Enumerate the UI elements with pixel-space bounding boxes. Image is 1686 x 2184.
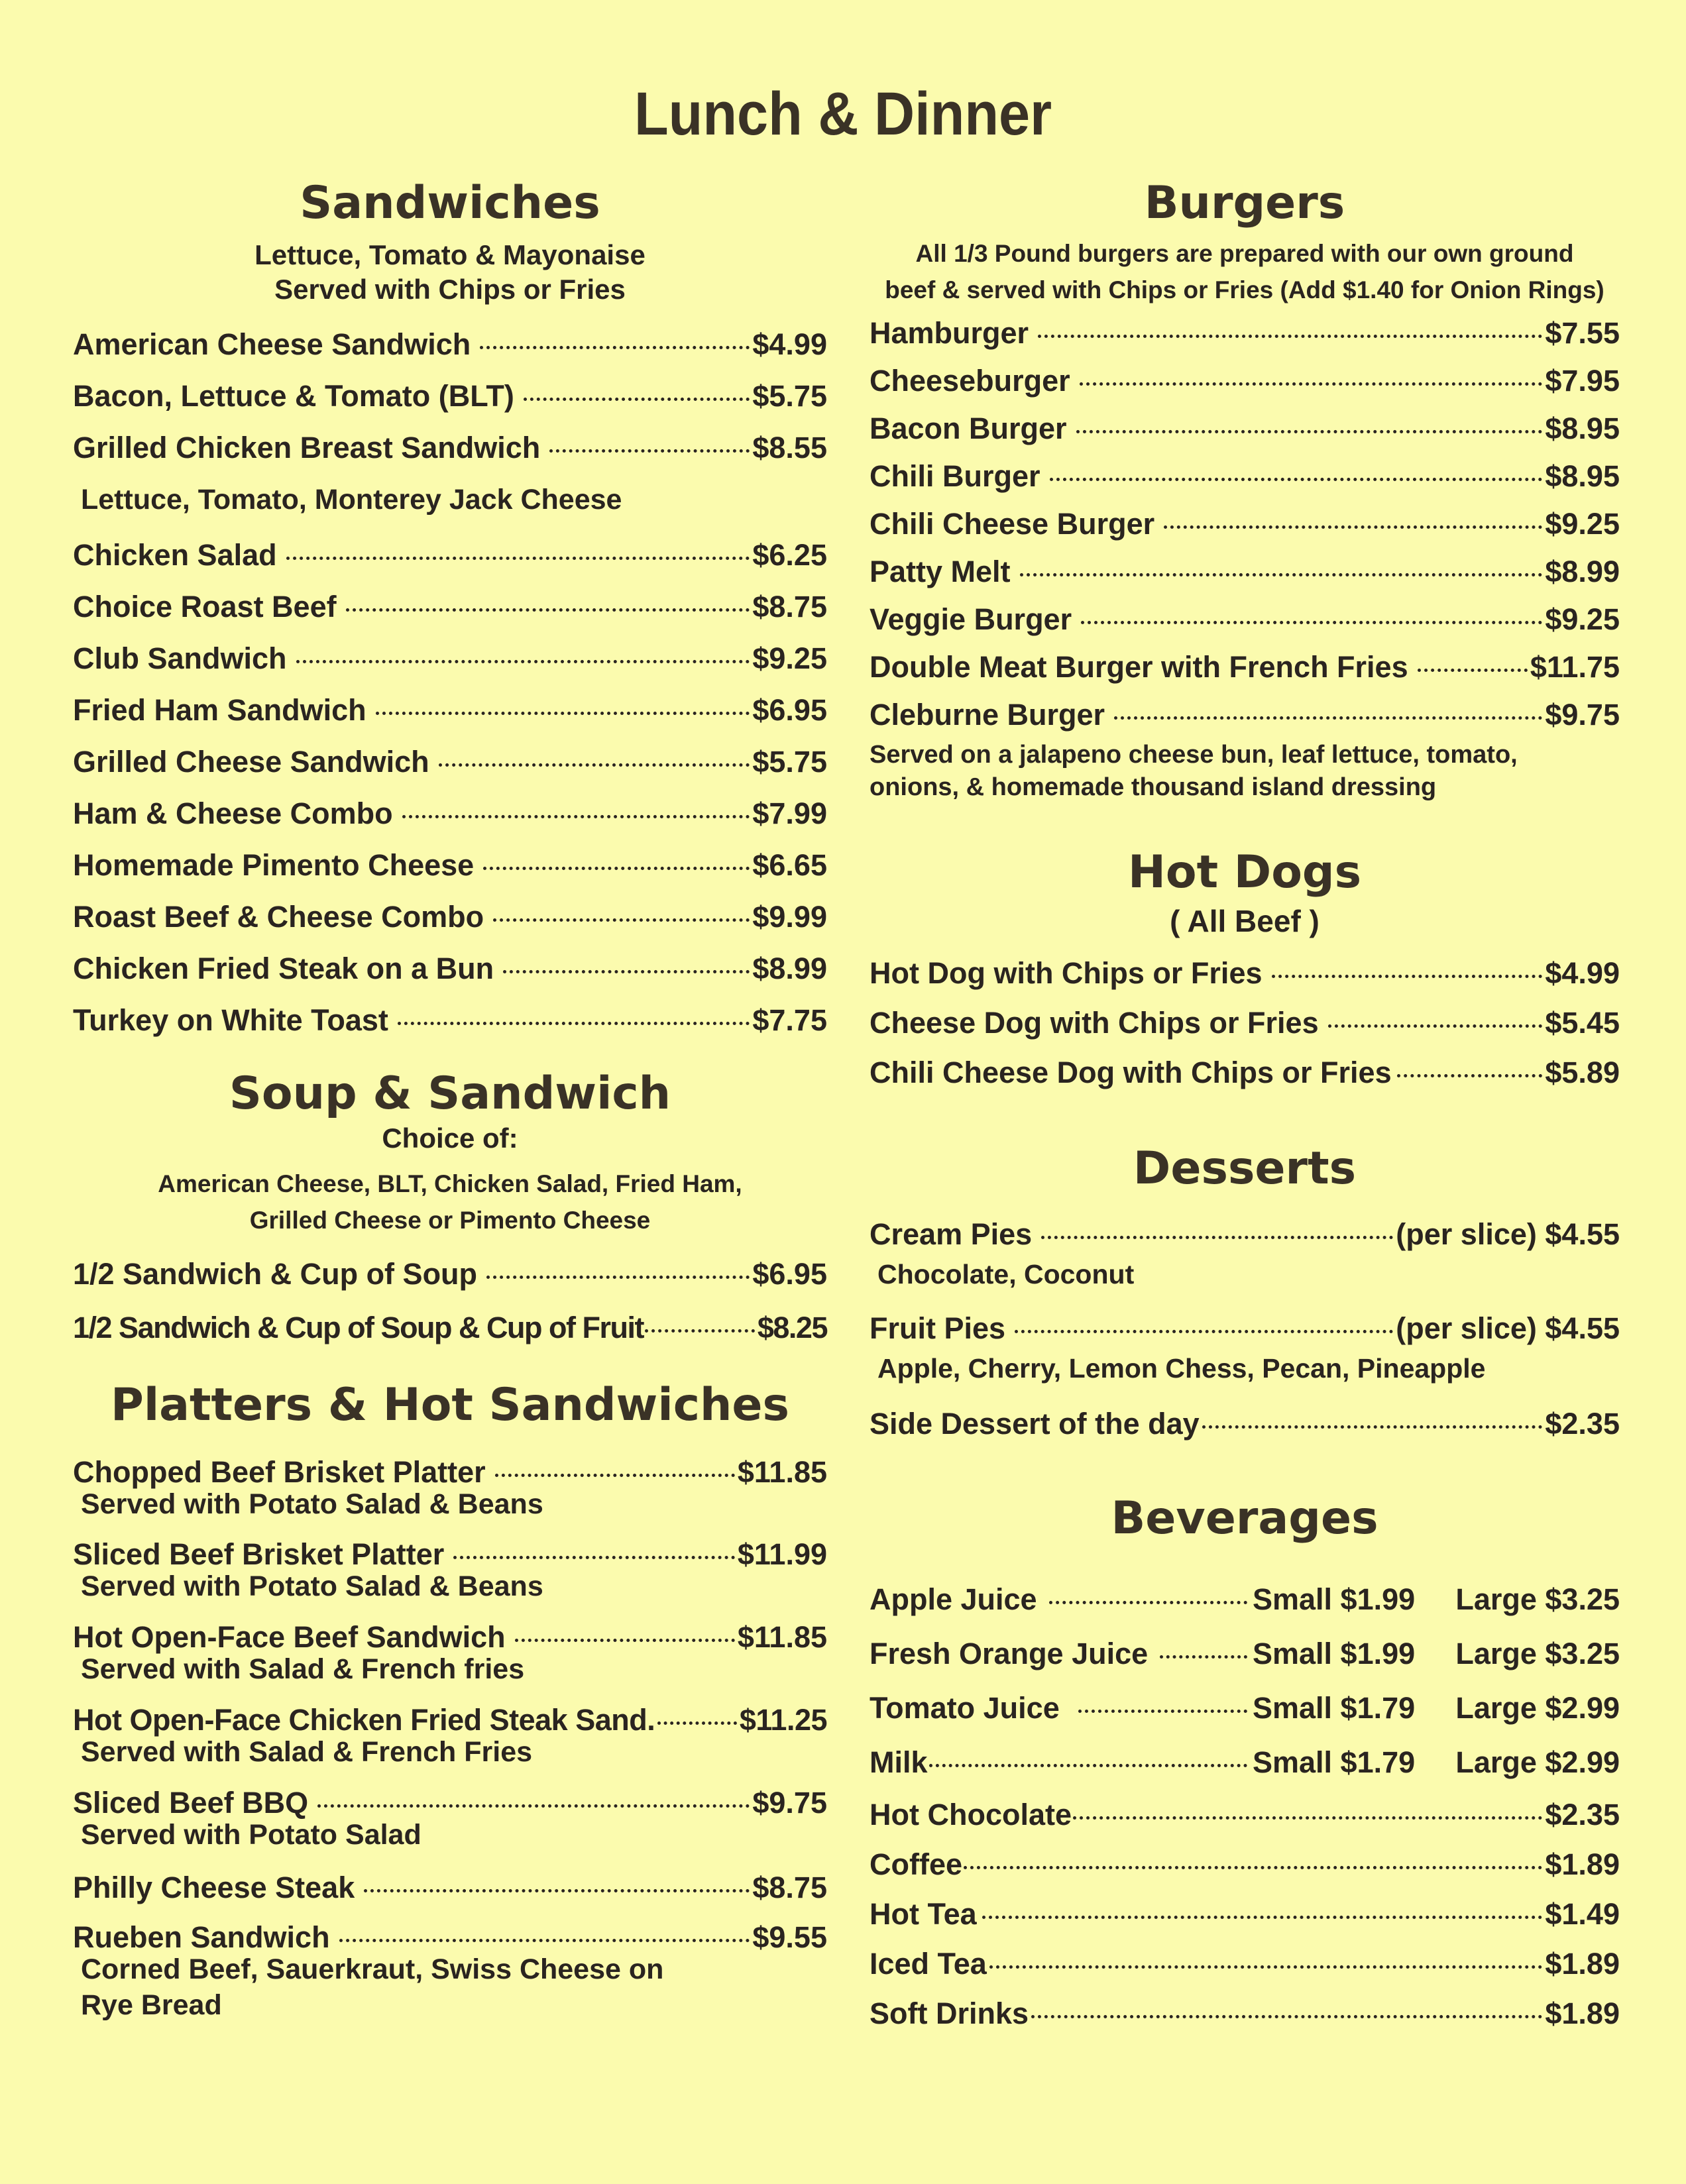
burgers-subtitle-1: All 1/3 Pound burgers are prepared with our own ground <box>915 239 1574 267</box>
menu-item <box>73 1702 827 1737</box>
item-price: $1.89 <box>1545 1947 1620 1981</box>
dot-leader <box>1041 1236 1393 1239</box>
item-name: Bacon Burger <box>870 411 1067 445</box>
item-name: Chopped Beef Brisket Platter <box>73 1454 486 1489</box>
right-column <box>870 177 1620 2031</box>
item-note: Chocolate, Coconut <box>877 1258 1135 1289</box>
item-name: Fried Ham Sandwich <box>73 692 366 727</box>
item-price: $6.25 <box>752 537 827 572</box>
item-name: Ham & Cheese Combo <box>73 796 393 830</box>
item-price: $4.99 <box>752 327 827 361</box>
item-price: $11.85 <box>737 1454 827 1489</box>
menu-item <box>870 1798 1620 1832</box>
item-name: Tomato Juice <box>870 1691 1060 1725</box>
section-title-beverages: Beverages <box>1111 1492 1378 1545</box>
dot-leader <box>503 970 750 973</box>
menu-item <box>73 378 827 413</box>
dot-leader <box>549 449 750 453</box>
item-price: $11.75 <box>1530 649 1620 684</box>
dot-leader <box>645 1329 755 1333</box>
item-price: $8.95 <box>1545 411 1620 445</box>
dot-leader <box>1076 430 1543 433</box>
platter-item <box>73 1622 827 1688</box>
dot-leader <box>480 346 750 349</box>
item-name: Roast Beef & Cheese Combo <box>73 899 484 934</box>
sandwich-list <box>73 329 827 1035</box>
menu-item <box>73 1537 827 1572</box>
menu-item <box>73 430 827 464</box>
dot-leader <box>1015 1330 1393 1333</box>
item-price: $9.75 <box>752 1785 827 1820</box>
item-name: Hot Open-Face Beef Sandwich <box>73 1620 506 1655</box>
item-name: Chili Cheese Burger <box>870 506 1155 541</box>
burgers-subtitle-2: beef & served with Chips or Fries (Add $1.40 for Onion Rings) <box>885 276 1604 304</box>
item-name: Cleburne Burger <box>870 697 1105 732</box>
dot-leader <box>1160 1655 1247 1659</box>
item-name: Chicken Salad <box>73 537 277 572</box>
menu-item <box>870 1409 1620 1439</box>
platter-item <box>73 1539 827 1605</box>
menu-item <box>870 1055 1620 1089</box>
sandwiches-subtitle-2: Served with Chips or Fries <box>274 274 626 305</box>
menu-item <box>870 1313 1620 1343</box>
item-name: Grilled Cheese Sandwich <box>73 744 429 779</box>
menu-item <box>870 604 1620 634</box>
item-name: Hot Open-Face Chicken Fried Steak Sand. <box>73 1702 655 1737</box>
beverage-row <box>870 1582 1620 1617</box>
dot-leader <box>493 918 750 922</box>
item-name: American Cheese Sandwich <box>73 327 471 361</box>
item-price: $9.25 <box>1545 602 1620 636</box>
soup-choices-2: Grilled Cheese or Pimento Cheese <box>249 1207 651 1234</box>
dot-leader <box>439 763 750 767</box>
menu-item <box>870 363 1620 398</box>
item-name: Hot Tea <box>870 1897 977 1932</box>
item-name: Cheese Dog with Chips or Fries <box>870 1005 1319 1040</box>
section-title-hotdogs: Hot Dogs <box>1127 846 1362 899</box>
item-price: $6.65 <box>752 847 827 882</box>
dot-leader <box>376 712 750 715</box>
item-price: $5.75 <box>752 744 827 779</box>
item-note: Served with Potato Salad <box>81 1818 422 1851</box>
menu-item <box>73 1454 827 1489</box>
soup-subtitle: Choice of: <box>382 1122 518 1154</box>
menu-item <box>870 697 1620 732</box>
item-price-large: Large $2.99 <box>1455 1691 1620 1725</box>
item-name: Chicken Fried Steak on a Bun <box>73 951 494 985</box>
item-price: $6.95 <box>752 692 827 727</box>
menu-item <box>73 589 827 624</box>
item-note: Served with Potato Salad & Beans <box>81 1570 543 1603</box>
item-name: Veggie Burger <box>870 602 1072 636</box>
sandwiches-section <box>73 179 827 1035</box>
item-name: Turkey on White Toast <box>73 1003 388 1037</box>
dot-leader <box>486 1276 750 1279</box>
menu-item <box>870 1897 1620 1932</box>
item-name: Choice Roast Beef <box>73 589 337 624</box>
menu-item <box>73 692 827 727</box>
item-price: $5.75 <box>752 378 827 413</box>
menu-item <box>73 537 827 572</box>
item-name: Cream Pies <box>870 1217 1033 1251</box>
cleburne-note-1: Served on a jalapeno cheese bun, leaf lettuce, tomato, <box>870 740 1518 769</box>
item-name: Hot Dog with Chips or Fries <box>870 956 1263 990</box>
desserts-section <box>870 1144 1620 1439</box>
item-price: $1.89 <box>1545 1996 1620 2031</box>
menu-item <box>73 1871 827 1905</box>
menu-item <box>870 315 1620 350</box>
dot-leader <box>317 1804 750 1808</box>
dot-leader <box>1418 669 1528 672</box>
item-name: Hot Chocolate <box>870 1798 1072 1832</box>
menu-item <box>870 1996 1620 2031</box>
dot-leader <box>1114 716 1542 720</box>
item-price: $7.75 <box>752 1003 827 1037</box>
item-price: $4.99 <box>1545 956 1620 990</box>
dot-leader <box>339 1939 750 1942</box>
burger-list <box>870 315 1620 804</box>
dot-leader <box>524 398 750 401</box>
item-name: Double Meat Burger with French Fries <box>870 649 1408 684</box>
dot-leader <box>1031 2015 1542 2018</box>
menu-item <box>870 649 1620 684</box>
dot-leader <box>964 1866 1542 1869</box>
menu-item <box>73 798 827 828</box>
menu-item <box>73 1256 827 1291</box>
dot-leader <box>1397 1074 1543 1077</box>
platter-item <box>73 1702 827 1771</box>
section-title-burgers: Burgers <box>1144 177 1345 229</box>
item-name: Side Dessert of the day <box>870 1407 1200 1441</box>
item-name: Iced Tea <box>870 1947 987 1981</box>
item-price: $9.75 <box>1545 697 1620 732</box>
menu-item <box>73 847 827 882</box>
item-name: Rueben Sandwich <box>73 1920 330 1955</box>
item-note: Served with Salad & French Fries <box>81 1735 533 1768</box>
item-name: 1/2 Sandwich & Cup of Soup <box>73 1256 478 1291</box>
item-price: $7.95 <box>1545 363 1620 398</box>
dot-leader <box>929 1764 1247 1767</box>
dot-leader <box>402 815 750 818</box>
item-price: $9.99 <box>752 899 827 934</box>
cleburne-note-2: onions, & homemade thousand island dressing <box>870 773 1437 802</box>
platter-item <box>73 1454 827 1523</box>
item-price-small: Small $1.79 <box>1253 1691 1416 1725</box>
item-note: Corned Beef, Sauerkraut, Swiss Cheese on <box>81 1953 664 1986</box>
menu-item <box>870 1005 1620 1040</box>
section-title-sandwiches: Sandwiches <box>300 177 600 229</box>
menu-item <box>870 461 1620 491</box>
item-price: $1.49 <box>1545 1897 1620 1932</box>
item-name: Club Sandwich <box>73 641 287 675</box>
menu-item <box>73 899 827 934</box>
dot-leader <box>1078 1710 1247 1713</box>
item-name: Cheeseburger <box>870 363 1070 398</box>
dot-leader <box>286 557 750 560</box>
item-price: $8.55 <box>752 430 827 464</box>
item-note: Lettuce, Tomato, Monterey Jack Cheese <box>81 483 622 516</box>
item-price: $2.35 <box>1545 1798 1620 1832</box>
dot-leader <box>1202 1425 1543 1429</box>
hotdogs-subtitle: ( All Beef ) <box>1170 904 1320 939</box>
item-name: Sliced Beef Brisket Platter <box>73 1537 445 1572</box>
item-name: Milk <box>870 1745 928 1780</box>
platters-section <box>73 1378 827 2024</box>
item-name: Philly Cheese Steak <box>73 1871 355 1905</box>
soup-choices-1: American Cheese, BLT, Chicken Salad, Fried Ham, <box>158 1170 742 1197</box>
dot-leader <box>657 1721 737 1725</box>
hotdogs-section <box>870 848 1620 1087</box>
dot-leader <box>346 608 750 612</box>
dot-leader <box>515 1639 735 1642</box>
item-name: Homemade Pimento Cheese <box>73 847 475 882</box>
item-name: Fruit Pies <box>870 1311 1006 1345</box>
item-note: Served with Salad & French fries <box>81 1653 525 1686</box>
item-price: $9.55 <box>752 1920 827 1955</box>
menu-item <box>73 1785 827 1820</box>
item-note: Apple, Cherry, Lemon Chess, Pecan, Pineapple <box>877 1352 1486 1384</box>
menu-item <box>73 951 827 985</box>
menu-item <box>73 329 827 359</box>
dot-leader <box>1272 975 1543 978</box>
section-title-soup: Soup & Sandwich <box>229 1067 671 1120</box>
item-price: $11.85 <box>737 1620 827 1655</box>
item-price-small: Small $1.79 <box>1253 1745 1416 1780</box>
menu-item <box>870 1219 1620 1249</box>
item-price: $11.25 <box>739 1702 827 1737</box>
beverage-row <box>870 1745 1620 1780</box>
soup-section <box>73 1069 827 1342</box>
menu-item <box>73 643 827 673</box>
dot-leader <box>398 1022 750 1025</box>
item-price: $8.99 <box>752 951 827 985</box>
menu-item <box>73 1920 827 1955</box>
dot-leader <box>495 1474 735 1477</box>
dot-leader <box>1020 573 1543 576</box>
item-price: $8.99 <box>1545 554 1620 588</box>
dot-leader <box>1164 525 1542 529</box>
item-price: $2.35 <box>1545 1407 1620 1441</box>
item-price: $5.89 <box>1545 1055 1620 1089</box>
menu-item <box>870 554 1620 588</box>
item-name: Bacon, Lettuce & Tomato (BLT) <box>73 378 514 413</box>
menu-item <box>73 1310 827 1344</box>
menu-item <box>73 744 827 779</box>
item-price: $9.25 <box>752 641 827 675</box>
dot-leader <box>1328 1024 1543 1028</box>
item-name: 1/2 Sandwich & Cup of Soup & Cup of Fruit <box>73 1310 644 1344</box>
item-name: Grilled Chicken Breast Sandwich <box>73 430 541 464</box>
item-price-large: Large $3.25 <box>1455 1637 1620 1671</box>
item-price-small: Small $1.99 <box>1253 1582 1416 1617</box>
platter-item <box>73 1785 827 1853</box>
item-price-large: Large $2.99 <box>1455 1745 1620 1780</box>
dot-leader <box>1081 621 1542 624</box>
item-price: $8.95 <box>1545 459 1620 493</box>
item-price: (per slice) $4.55 <box>1396 1217 1620 1251</box>
item-name: Sliced Beef BBQ <box>73 1785 309 1820</box>
item-price: $1.89 <box>1545 1847 1620 1882</box>
dot-leader <box>296 660 750 663</box>
page-title: Lunch & Dinner <box>634 80 1052 148</box>
item-note: Served with Potato Salad & Beans <box>81 1488 543 1520</box>
item-note-2: Rye Bread <box>81 1989 222 2022</box>
item-price-small: Small $1.99 <box>1253 1637 1416 1671</box>
menu-item <box>73 1620 827 1655</box>
item-name: Chili Burger <box>870 459 1040 493</box>
item-price: (per slice) $4.55 <box>1396 1311 1620 1345</box>
menu-item <box>870 413 1620 443</box>
menu-item <box>870 958 1620 988</box>
menu-item <box>870 506 1620 541</box>
dot-leader <box>1038 335 1542 338</box>
item-price-large: Large $3.25 <box>1455 1582 1620 1617</box>
dot-leader <box>453 1556 735 1559</box>
beverages-section <box>870 1492 1620 2031</box>
dot-leader <box>1073 1816 1542 1820</box>
platter-item <box>73 1871 827 1905</box>
dot-leader <box>364 1889 750 1892</box>
menu-item <box>73 1005 827 1035</box>
menu-item <box>870 1847 1620 1882</box>
left-column <box>73 179 827 2024</box>
item-price: $8.75 <box>752 1871 827 1905</box>
sandwiches-subtitle-1: Lettuce, Tomato & Mayonaise <box>254 239 646 270</box>
item-price: $8.75 <box>752 589 827 624</box>
menu-item <box>870 1949 1620 1979</box>
item-price: $5.45 <box>1545 1005 1620 1040</box>
platter-item <box>73 1922 827 2024</box>
burgers-section <box>870 179 1620 804</box>
dot-leader <box>982 1916 1543 1919</box>
beverage-row <box>870 1637 1620 1671</box>
item-price: $7.99 <box>752 796 827 830</box>
item-price: $7.55 <box>1545 315 1620 350</box>
section-title-desserts: Desserts <box>1133 1142 1357 1195</box>
dot-leader <box>1049 1601 1247 1604</box>
item-name: Hamburger <box>870 315 1029 350</box>
item-name: Fresh Orange Juice <box>870 1637 1149 1671</box>
dot-leader <box>1080 382 1543 386</box>
item-name: Coffee <box>870 1847 963 1882</box>
beverage-row <box>870 1691 1620 1725</box>
dot-leader <box>1050 478 1543 481</box>
item-name: Apple Juice <box>870 1582 1037 1617</box>
item-price: $11.99 <box>737 1537 827 1572</box>
section-title-platters: Platters & Hot Sandwiches <box>110 1378 790 1431</box>
dot-leader <box>483 867 750 870</box>
item-name: Chili Cheese Dog with Chips or Fries <box>870 1055 1392 1089</box>
item-price: $8.25 <box>757 1310 827 1344</box>
item-price: $9.25 <box>1545 506 1620 541</box>
item-name: Soft Drinks <box>870 1996 1029 2031</box>
dot-leader <box>989 1965 1543 1969</box>
item-name: Patty Melt <box>870 554 1011 588</box>
item-price: $6.95 <box>752 1256 827 1291</box>
